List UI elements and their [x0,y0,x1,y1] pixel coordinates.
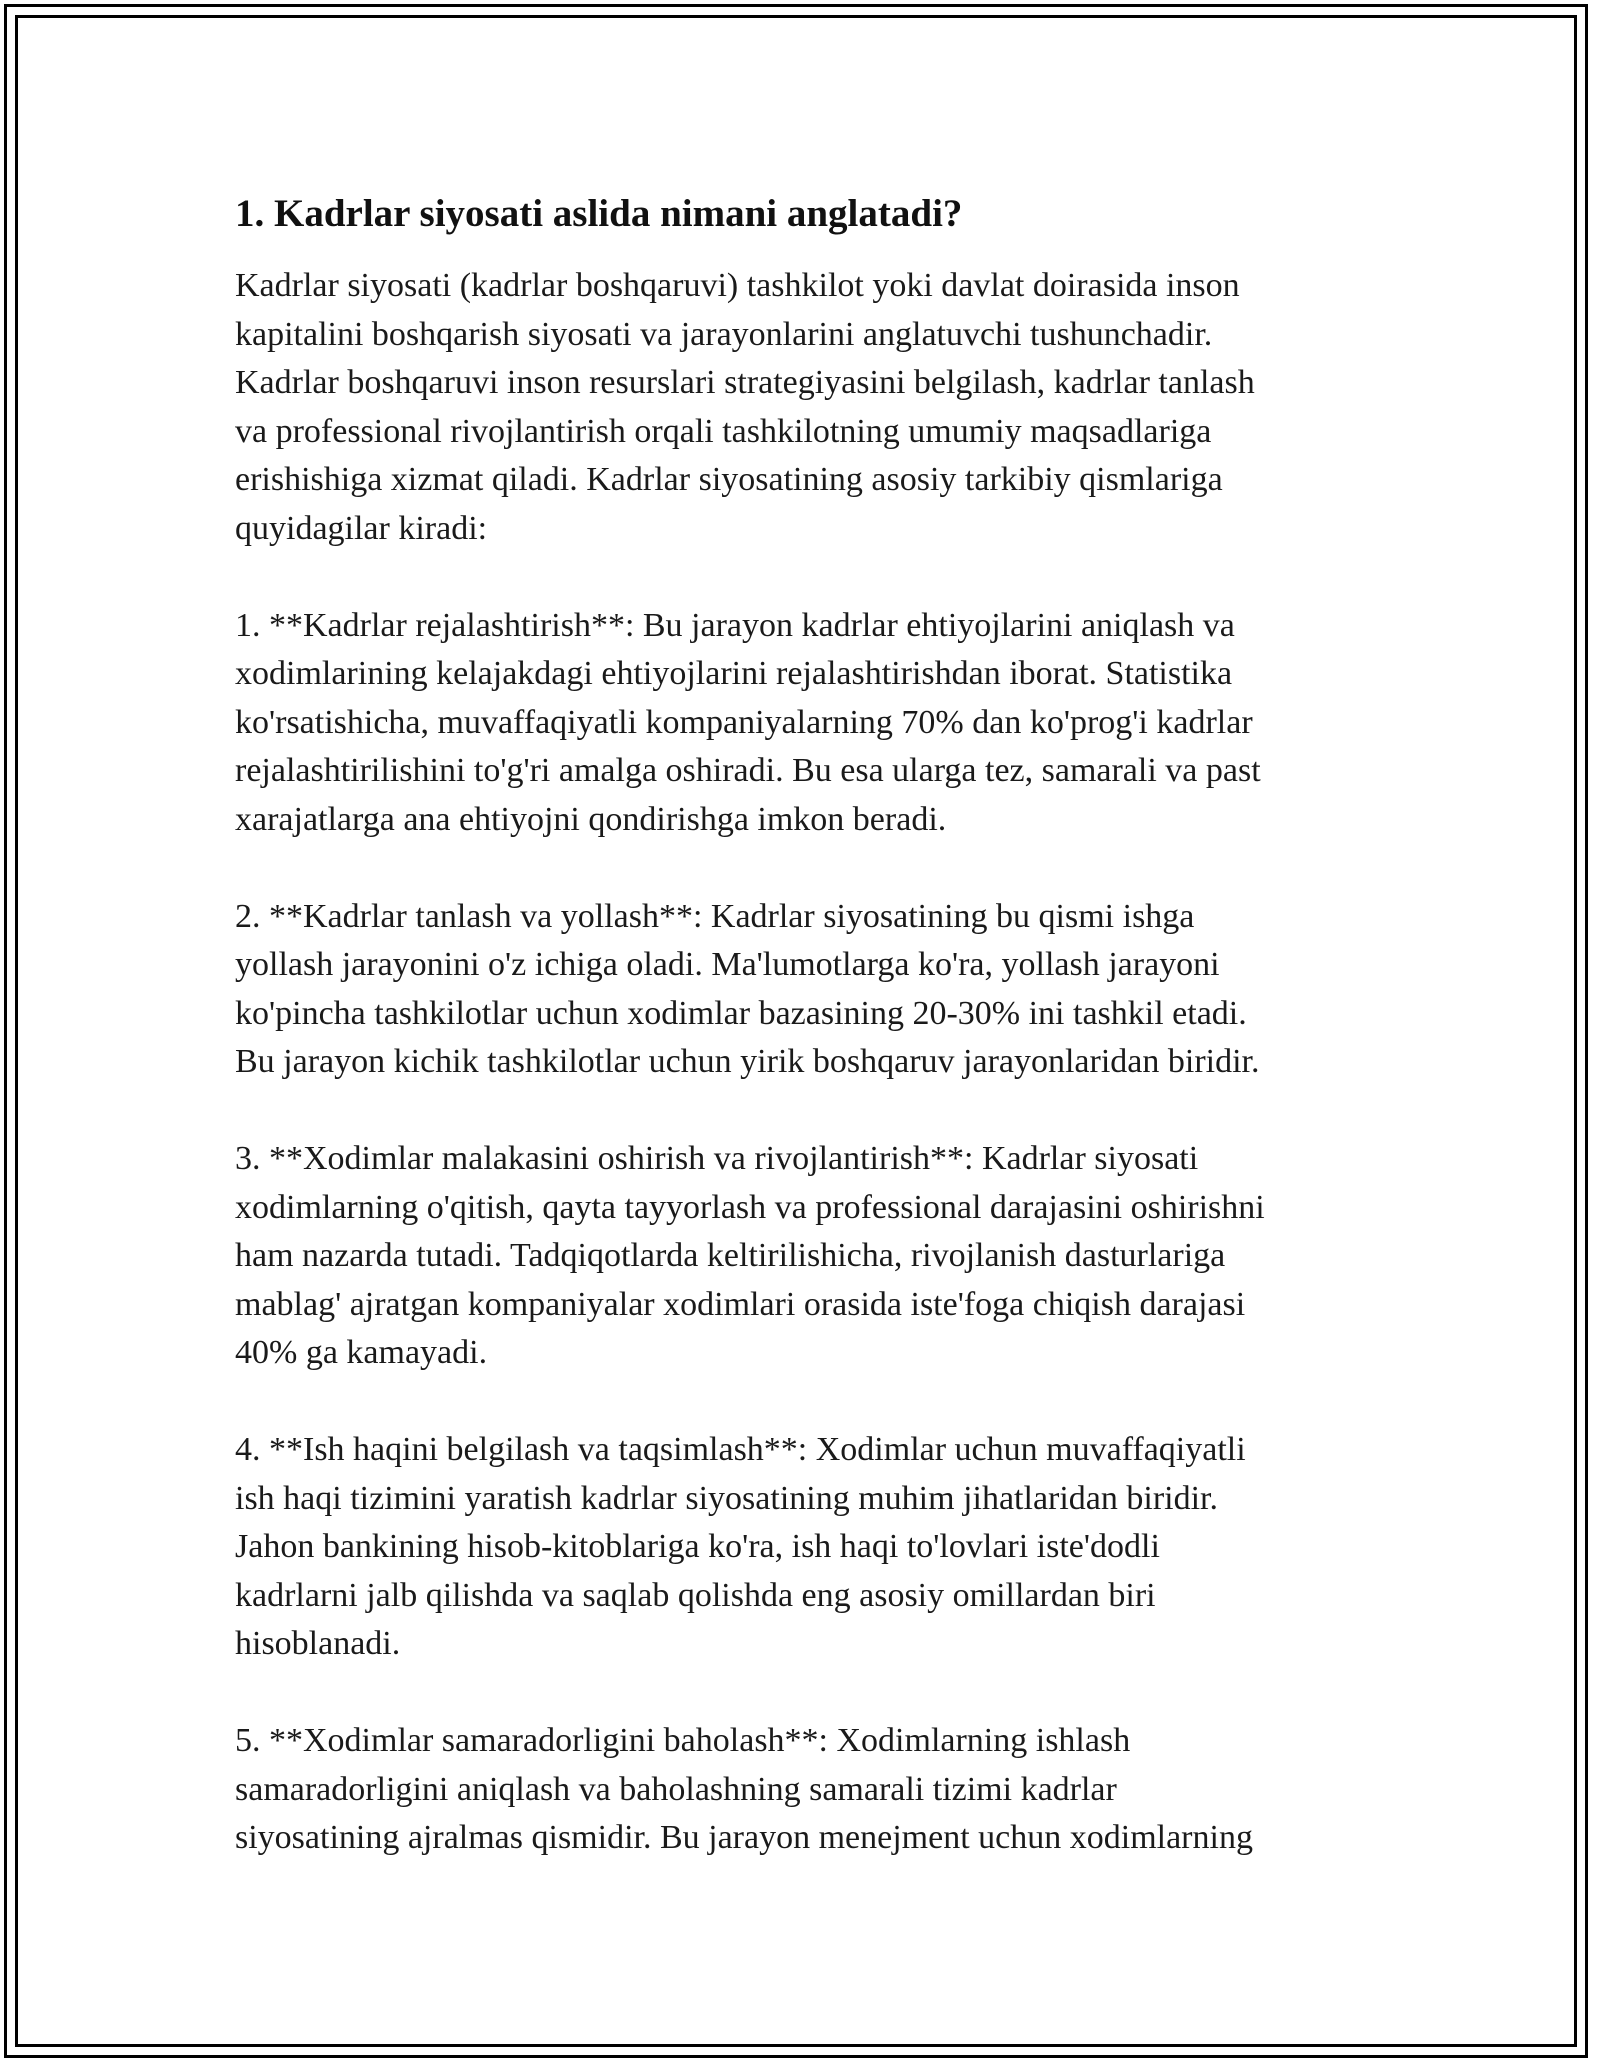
list-item-planning: 1. **Kadrlar rejalashtirish**: Bu jarayon kadrlar ehtiyojlarini aniqlash va xodimlarining kelajakdagi ehtiyojlarini rejalashtirishdan iborat. Statistika ko'rsatishicha, muvaffaqiyatli kompaniyalarning 70% dan ko'prog'i kadrlar rejalashtirilishini to'g'ri amalga oshiradi. Bu esa ularga tez, samarali va past xarajatlarga ana ehtiyojni qondirishga imkon beradi. [235,606,1261,838]
list-item-compensation: 4. **Ish haqini belgilash va taqsimlash**: Xodimlar uchun muvaffaqiyatli ish haqi tizimini yaratish kadrlar siyosatining muhim jihatlaridan biridir. Jahon bankining hisob-kitoblariga ko'ra, ish haqi to'lovlari iste'dodli kadrlarni jalb qilishda va saqlab qolishda eng asosiy omillardan biri hisoblanadi. [235,1431,1246,1662]
list-item-evaluation: 5. **Xodimlar samaradorligini baholash**: Xodimlarning ishlash samaradorligini aniqlash va baholashning samarali tizimi kadrlar siyosatining ajralmas qismidir. Bu jarayon menejment uchun xodimlarning [235,1722,1253,1856]
document-body [235,186,1365,1911]
document-title: 1. Kadrlar siyosati aslida nimani anglatadi? [235,192,963,235]
list-item-training: 3. **Xodimlar malakasini oshirish va rivojlantirish**: Kadrlar siyosati xodimlarning o'qitish, qayta tayyorlash va professional darajasini oshirishni ham nazarda tutadi. Tadqiqotlarda keltirilishicha, rivojlanish dasturlariga mablag' ajratgan kompaniyalar xodimlari orasida iste'foga chiqish darajasi 40% ga kamayadi. [235,1140,1265,1371]
intro-paragraph: Kadrlar siyosati (kadrlar boshqaruvi) tashkilot yoki davlat doirasida inson kapitalini boshqarish siyosati va jarayonlarini anglatuvchi tushunchadir. Kadrlar boshqaruvi inson resurslari strategiyasini belgilash, kadrlar tanlash va professional rivojlantirish orqali tashkilotning umumiy maqsadlariga erishishiga xizmat qiladi. Kadrlar siyosatining asosiy tarkibiy qismlariga quyidagilar kiradi: [235,267,1255,547]
list-item-recruitment: 2. **Kadrlar tanlash va yollash**: Kadrlar siyosatining bu qismi ishga yollash jarayonini o'z ichiga oladi. Ma'lumotlarga ko'ra, yollash jarayoni ko'pincha tashkilotlar uchun xodimlar bazasining 20-30% ini tashkil etadi. Bu jarayon kichik tashkilotlar uchun yirik boshqaruv jarayonlaridan biridir. [235,897,1260,1080]
